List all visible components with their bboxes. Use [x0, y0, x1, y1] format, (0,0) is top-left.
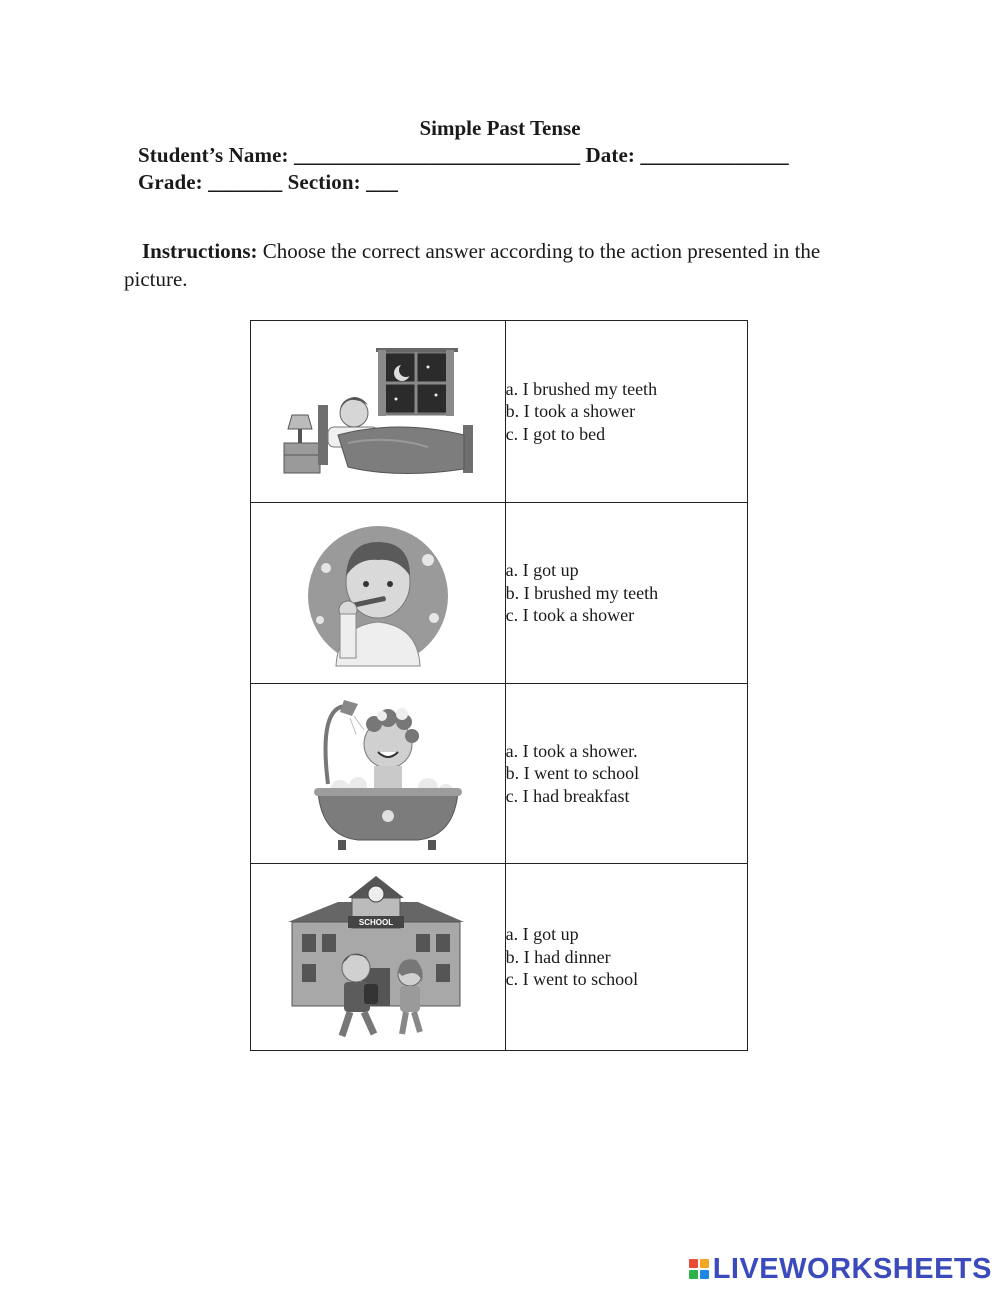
table-row: [251, 503, 748, 684]
answer-option[interactable]: c. I took a shower: [505, 605, 635, 626]
liveworksheets-logo: [689, 1252, 992, 1286]
boy-brushing-teeth-illustration: [278, 518, 478, 668]
student-name-date-line: Student’s Name: ___________________________ Date: ______________: [138, 143, 789, 167]
answer-option[interactable]: b. I went to school: [505, 763, 640, 784]
options-cell: [505, 864, 747, 1051]
child-in-bathtub-illustration: [278, 694, 478, 854]
grade-section-line: Grade: _______ Section: ___: [138, 170, 398, 194]
answer-option[interactable]: b. I had dinner: [505, 946, 611, 967]
picture-cell: [251, 864, 506, 1051]
children-going-to-school-illustration: [278, 872, 478, 1042]
logo-text: LIVEWORKSHEETS: [712, 1252, 992, 1285]
options-cell: [505, 503, 747, 684]
options-cell: [505, 321, 747, 503]
table-row: [251, 684, 748, 864]
answer-option[interactable]: c. I went to school: [505, 969, 639, 990]
logo-block: [689, 1270, 698, 1279]
boy-in-bed-illustration: [278, 347, 478, 477]
picture-cell: [251, 503, 506, 684]
answer-option[interactable]: a. I got up: [505, 924, 579, 945]
school-sign-text: SCHOOL: [358, 918, 393, 927]
logo-blocks-icon: [689, 1259, 709, 1279]
instructions-text: Choose the correct answer according to the action presented in the picture.: [124, 239, 821, 291]
instructions-label: Instructions:: [142, 239, 258, 263]
logo-block: [700, 1259, 709, 1268]
instructions: [124, 237, 864, 293]
picture-cell: [251, 684, 506, 864]
question-table: [250, 320, 748, 1051]
logo-block: [689, 1259, 698, 1268]
answer-option[interactable]: b. I brushed my teeth: [505, 582, 659, 603]
answer-option[interactable]: a. I took a shower.: [505, 740, 638, 761]
answer-option[interactable]: a. I got up: [505, 560, 579, 581]
table-row: [251, 321, 748, 503]
logo-block: [700, 1270, 709, 1279]
answer-option[interactable]: c. I got to bed: [505, 423, 606, 444]
answer-option[interactable]: a. I brushed my teeth: [505, 378, 658, 399]
table-row: [251, 864, 748, 1051]
worksheet-title: Simple Past Tense: [419, 116, 581, 140]
picture-cell: [251, 321, 506, 503]
options-cell: [505, 684, 747, 864]
answer-option[interactable]: c. I had breakfast: [505, 785, 630, 806]
answer-option[interactable]: b. I took a shower: [505, 401, 636, 422]
